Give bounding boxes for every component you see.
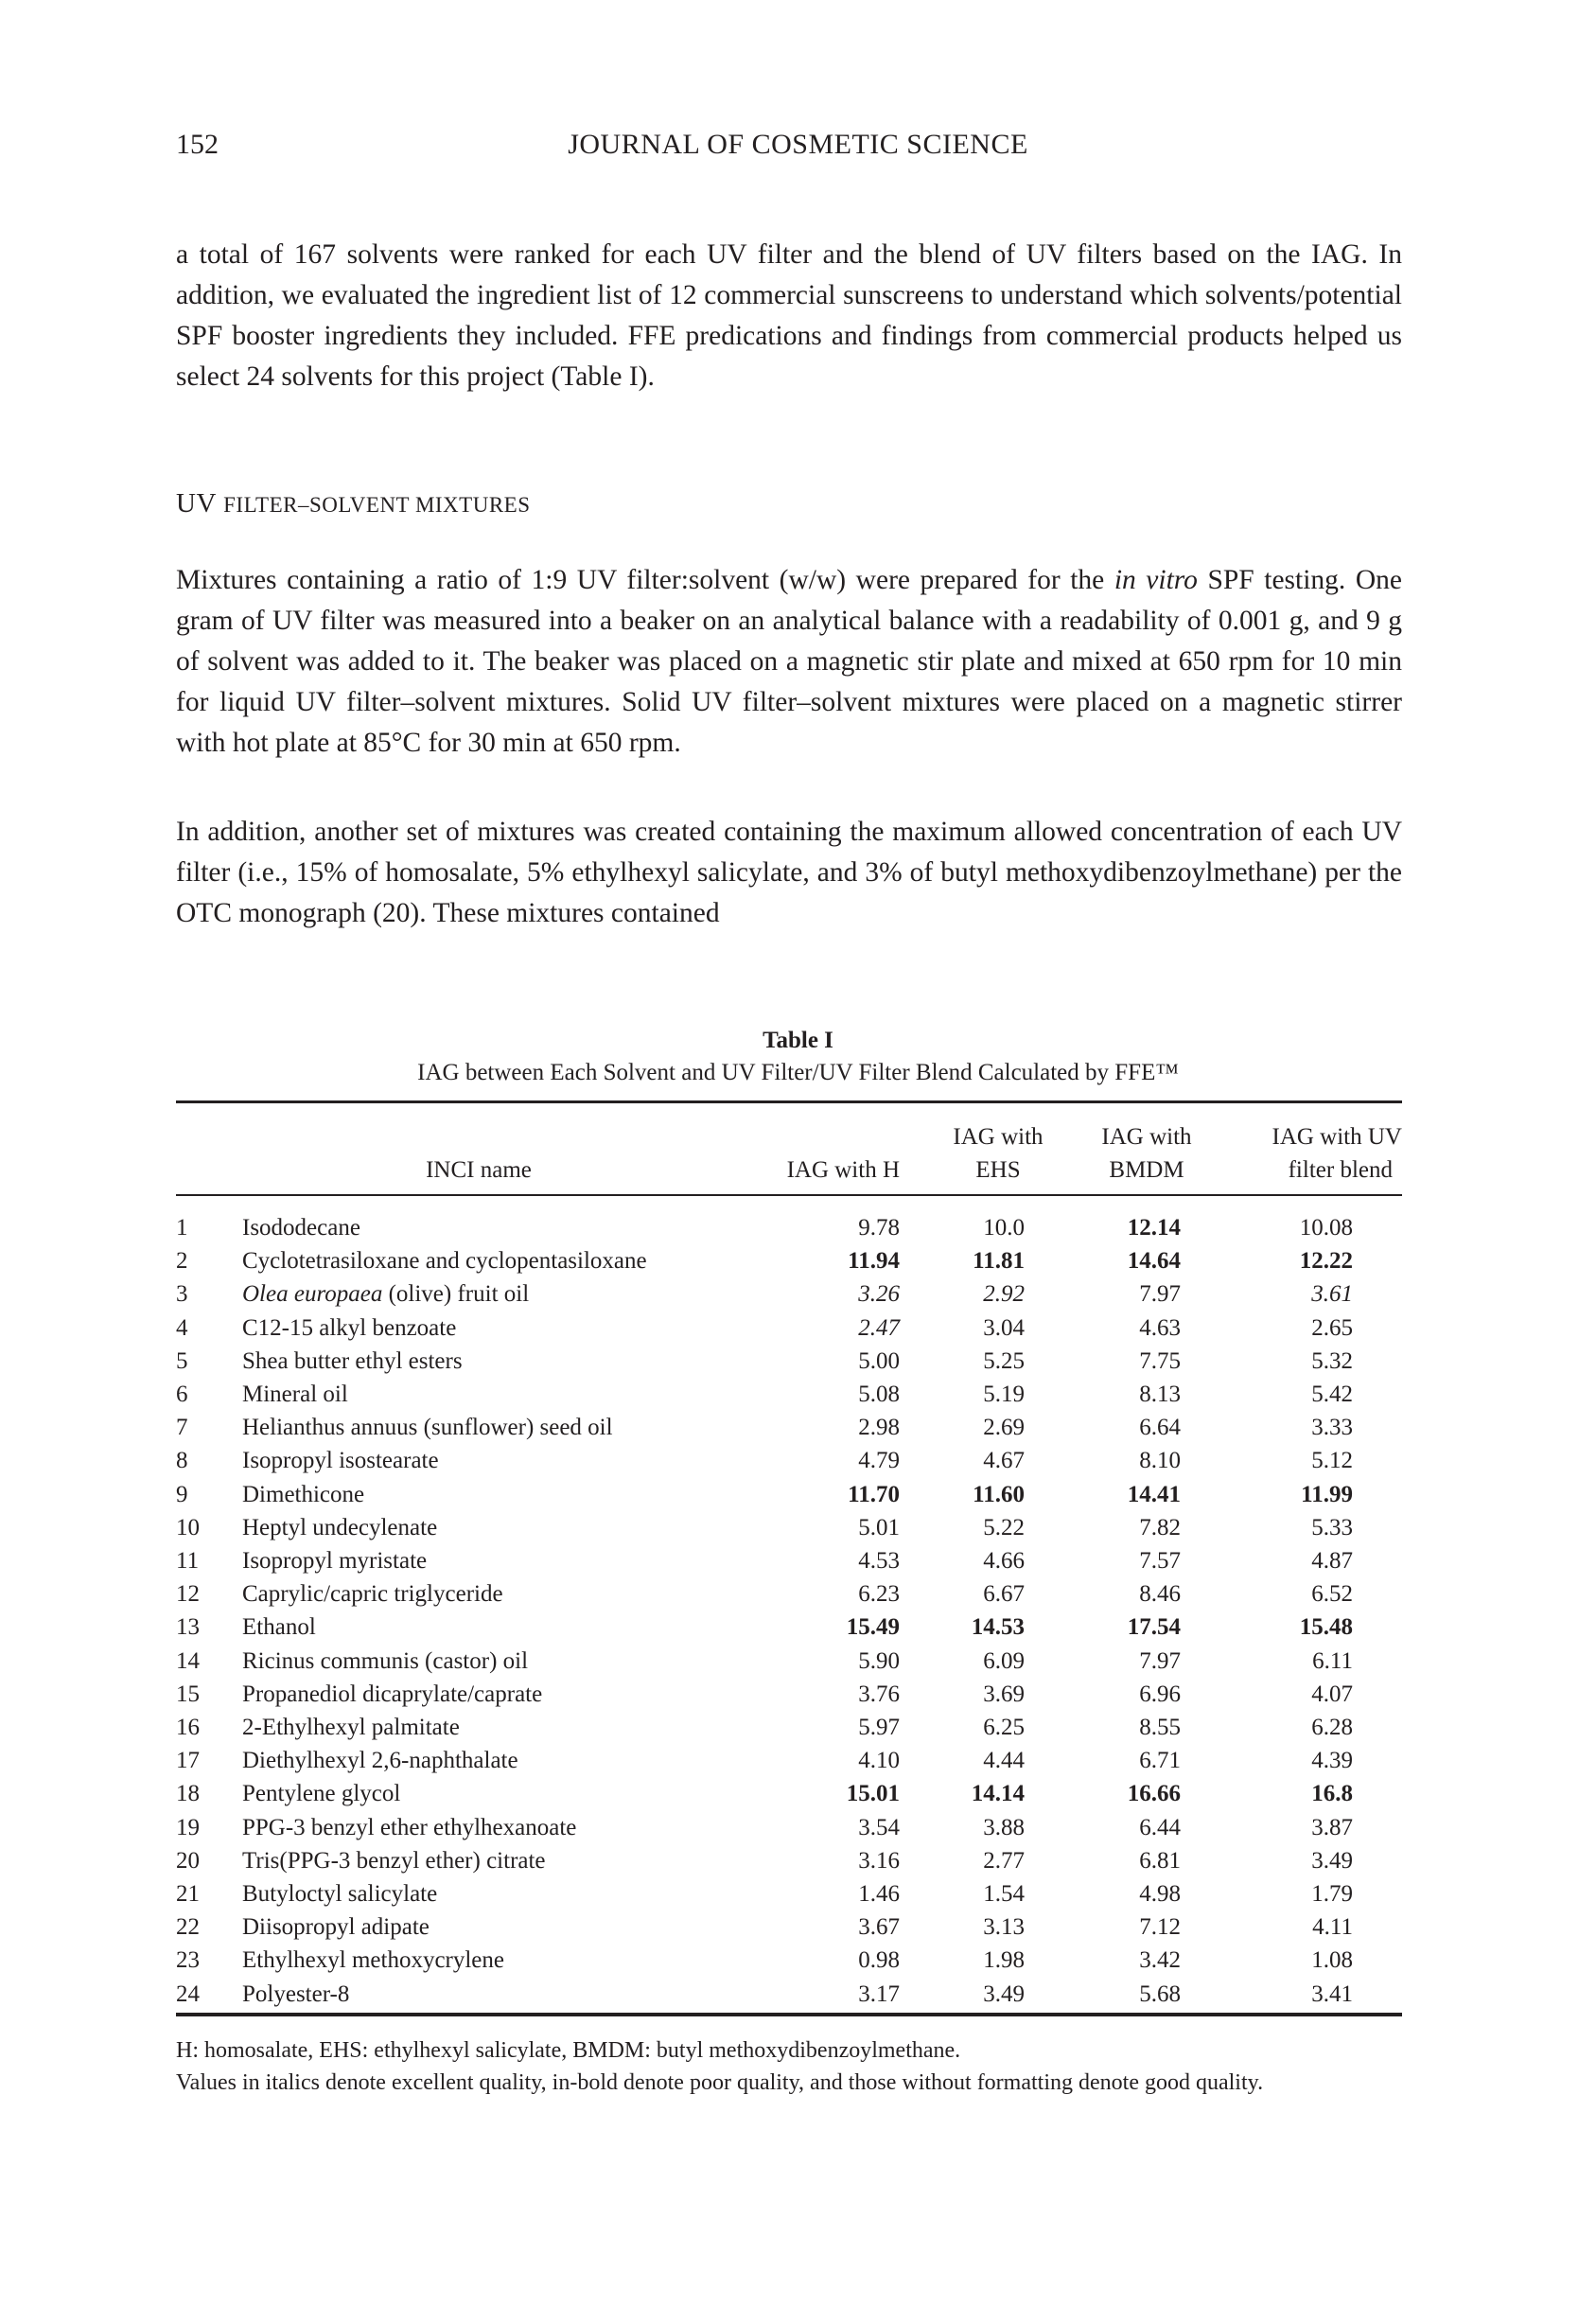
- value-iag-h: 5.01: [858, 1514, 900, 1540]
- row-number: 13: [176, 1614, 200, 1641]
- inci-name-text: Caprylic/capric triglyceride: [242, 1581, 503, 1608]
- table-row: [176, 1910, 1402, 1944]
- value-iag-h: 15.49: [846, 1614, 900, 1641]
- header-line: BMDM: [1109, 1157, 1184, 1183]
- table-row: [176, 1211, 1402, 1244]
- inci-name: [242, 1777, 400, 1810]
- table-row: [176, 1944, 1402, 1977]
- column-header-iag-bmdm: [1071, 1120, 1222, 1187]
- value-iag-blend: 3.33: [1311, 1415, 1353, 1441]
- inci-name: [242, 1211, 360, 1244]
- column-header-iag-blend: [1241, 1120, 1402, 1187]
- inci-name-text: Ricinus communis (castor) oil: [242, 1647, 529, 1674]
- value-iag-ehs: 14.14: [971, 1781, 1025, 1807]
- inci-name: [242, 1444, 439, 1477]
- value-iag-h: 5.08: [858, 1382, 900, 1407]
- inci-name: [242, 1744, 518, 1777]
- value-iag-blend: 4.07: [1311, 1681, 1353, 1707]
- value-iag-ehs: 3.88: [983, 1814, 1025, 1840]
- table-row: [176, 1777, 1402, 1810]
- column-header-iag-ehs: [922, 1120, 1074, 1187]
- value-iag-bmdm: 3.42: [1139, 1947, 1181, 1974]
- section-heading-prefix: UV: [176, 488, 224, 519]
- inci-name-text: Diethylhexyl 2,6-naphthalate: [242, 1748, 518, 1774]
- value-iag-h: 5.97: [858, 1715, 900, 1740]
- inci-name-text: Ethanol: [242, 1614, 316, 1641]
- header-line: IAG with: [953, 1124, 1044, 1150]
- value-iag-h: 2.47: [858, 1314, 900, 1341]
- table-row: [176, 1678, 1402, 1711]
- value-iag-bmdm: 7.12: [1139, 1914, 1181, 1941]
- paragraph-mixtures: [176, 560, 1402, 764]
- inci-name-text: Isopropyl isostearate: [242, 1448, 439, 1474]
- value-iag-h: 3.54: [858, 1814, 900, 1840]
- inci-name-text: (olive) fruit oil: [382, 1281, 530, 1308]
- inci-name-text: Isododecane: [242, 1215, 360, 1241]
- value-iag-h: 9.78: [858, 1215, 900, 1241]
- row-number: 7: [176, 1415, 188, 1441]
- value-iag-blend: 3.49: [1311, 1847, 1353, 1874]
- inci-name: [242, 1978, 349, 2011]
- row-number: 10: [176, 1514, 200, 1540]
- value-iag-bmdm: 5.68: [1139, 1980, 1181, 2007]
- value-iag-h: 3.67: [858, 1914, 900, 1941]
- paragraph-text: a total of 167 solvents were ranked for each UV filter and the blend of UV filters based on the IAG. In addition, we evaluated the ingredient list of 12 commercial sunscreens to understand which solvents/potential SPF booster ingredients they included. FFE predications and findings from commercial products helped us select 24 solvents for this project (Table I).: [176, 239, 1402, 392]
- paragraph-max-concentration: [176, 812, 1402, 934]
- paragraph-text: [176, 560, 1402, 764]
- value-iag-bmdm: 6.96: [1139, 1681, 1181, 1707]
- inci-name-text: Isopropyl myristate: [242, 1548, 428, 1574]
- value-iag-blend: 1.08: [1311, 1947, 1353, 1974]
- inci-name: [242, 1645, 528, 1678]
- value-iag-ehs: 5.25: [983, 1347, 1025, 1374]
- inci-name: [242, 1478, 364, 1511]
- table-row: [176, 1244, 1402, 1277]
- row-number: 21: [176, 1881, 200, 1907]
- value-iag-ehs: 3.49: [983, 1980, 1025, 2007]
- value-iag-blend: 5.32: [1311, 1347, 1353, 1374]
- value-iag-bmdm: 7.82: [1139, 1514, 1181, 1540]
- value-iag-bmdm: 6.71: [1139, 1748, 1181, 1774]
- value-iag-ehs: 14.53: [971, 1614, 1025, 1641]
- value-iag-bmdm: 4.63: [1139, 1314, 1181, 1341]
- inci-name-text: Tris(PPG-3 benzyl ether) citrate: [242, 1847, 546, 1874]
- column-header-iag-h: IAG with H: [786, 1157, 900, 1183]
- value-iag-bmdm: 17.54: [1127, 1614, 1181, 1641]
- value-iag-ehs: 11.81: [973, 1248, 1025, 1275]
- table-row: [176, 1378, 1402, 1411]
- inci-name-text: Polyester-8: [242, 1980, 350, 2007]
- value-iag-bmdm: 7.97: [1139, 1281, 1181, 1308]
- table-row: [176, 1744, 1402, 1777]
- value-iag-h: 5.90: [858, 1647, 900, 1674]
- value-iag-bmdm: 8.13: [1139, 1382, 1181, 1407]
- inci-name-text: Heptyl undecylenate: [242, 1514, 438, 1540]
- header-line: filter blend: [1288, 1157, 1393, 1183]
- value-iag-ehs: 3.04: [983, 1314, 1025, 1341]
- section-heading: [176, 488, 531, 519]
- value-iag-ehs: 1.98: [983, 1947, 1025, 1974]
- table-header-rule: [176, 1194, 1402, 1196]
- section-heading-smallcaps: FILTER–SOLVENT MIXTURES: [223, 493, 531, 517]
- row-number: 3: [176, 1281, 188, 1308]
- value-iag-h: 3.26: [858, 1281, 900, 1308]
- value-iag-blend: 11.99: [1301, 1481, 1353, 1507]
- value-iag-bmdm: 8.46: [1139, 1581, 1181, 1608]
- table-row: [176, 1877, 1402, 1910]
- value-iag-ehs: 4.66: [983, 1548, 1025, 1574]
- row-number: 1: [176, 1215, 188, 1241]
- value-iag-blend: 10.08: [1299, 1215, 1353, 1241]
- text-run: Mixtures containing a ratio of 1:9 UV filter:solvent (w/w) were prepared for the: [176, 565, 1114, 595]
- inci-name: [242, 1345, 463, 1378]
- text-emphasis: in vitro: [1114, 565, 1198, 595]
- inci-name: [242, 1678, 542, 1711]
- inci-name: [242, 1877, 437, 1910]
- value-iag-ehs: 10.0: [983, 1215, 1025, 1241]
- row-number: 14: [176, 1647, 200, 1674]
- table-row: [176, 1645, 1402, 1678]
- value-iag-h: 3.16: [858, 1847, 900, 1874]
- row-number: 23: [176, 1947, 200, 1974]
- inci-name: [242, 1577, 503, 1611]
- table-row: [176, 1511, 1402, 1544]
- inci-name-text: Cyclotetrasiloxane and cyclopentasiloxane: [242, 1248, 647, 1275]
- table-row: [176, 1711, 1402, 1744]
- inci-name: [242, 1944, 504, 1977]
- inci-name: [242, 1311, 456, 1345]
- value-iag-bmdm: 7.75: [1139, 1347, 1181, 1374]
- inci-name-text: 2-Ethylhexyl palmitate: [242, 1715, 460, 1740]
- value-iag-ehs: 4.44: [983, 1748, 1025, 1774]
- value-iag-blend: 1.79: [1311, 1881, 1353, 1907]
- value-iag-blend: 2.65: [1311, 1314, 1353, 1341]
- value-iag-ehs: 6.25: [983, 1715, 1025, 1740]
- inci-name: [242, 1378, 348, 1411]
- table-row: [176, 1444, 1402, 1477]
- row-number: 12: [176, 1581, 200, 1608]
- row-number: 19: [176, 1814, 200, 1840]
- value-iag-ehs: 2.92: [983, 1281, 1025, 1308]
- value-iag-h: 0.98: [858, 1947, 900, 1974]
- value-iag-bmdm: 12.14: [1127, 1215, 1181, 1241]
- inci-name-text: Diisopropyl adipate: [242, 1914, 430, 1941]
- value-iag-blend: 6.11: [1312, 1647, 1353, 1674]
- row-number: 9: [176, 1481, 188, 1507]
- row-number: 8: [176, 1448, 188, 1474]
- value-iag-blend: 15.48: [1299, 1614, 1353, 1641]
- value-iag-blend: 3.41: [1311, 1980, 1353, 2007]
- value-iag-ehs: 1.54: [983, 1881, 1025, 1907]
- inci-name-text: Dimethicone: [242, 1481, 365, 1507]
- page-number: 152: [176, 129, 219, 160]
- table-caption: IAG between Each Solvent and UV Filter/UV Filter Blend Calculated by FFE™: [417, 1060, 1179, 1085]
- paragraph-text: In addition, another set of mixtures was created containing the maximum allowed concentration of each UV filter (i.e., 15% of homosalate, 5% ethylhexyl salicylate, and 3% of butyl methoxydibenzoylmethane) per the OTC monograph (20). These mixtures contained: [176, 817, 1402, 928]
- row-number: 4: [176, 1314, 188, 1341]
- inci-name-text: Shea butter ethyl esters: [242, 1347, 463, 1374]
- value-iag-ehs: 6.09: [983, 1647, 1025, 1674]
- inci-name-text: Mineral oil: [242, 1382, 348, 1407]
- value-iag-bmdm: 14.41: [1127, 1481, 1181, 1507]
- table-row: [176, 1277, 1402, 1311]
- inci-name: [242, 1611, 316, 1644]
- value-iag-h: 4.53: [858, 1548, 900, 1574]
- inci-name-text: Pentylene glycol: [242, 1781, 401, 1807]
- value-iag-h: 1.46: [858, 1881, 900, 1907]
- table-row: [176, 1978, 1402, 2011]
- row-number: 16: [176, 1715, 200, 1740]
- table-row: [176, 1611, 1402, 1644]
- table-top-rule: [176, 1100, 1402, 1103]
- value-iag-h: 5.00: [858, 1347, 900, 1374]
- text-run: SPF testing. One gram of UV filter was measured into a beaker on an analytical balance with a readability of 0.001 g, and 9 g of solvent was added to it. The beaker was placed on a magnetic stir plate and mixed at 650 rpm for 10 min for liquid UV filter–solvent mixtures. Solid UV filter–solvent mixtures were placed on a magnetic stirrer with hot plate at 85°C for 30 min at 650 rpm.: [176, 565, 1402, 758]
- value-iag-blend: 3.61: [1311, 1281, 1353, 1308]
- header-line: IAG with UV: [1272, 1124, 1402, 1150]
- table-row: [176, 1411, 1402, 1444]
- row-number: 6: [176, 1382, 188, 1407]
- row-number: 11: [176, 1548, 200, 1574]
- paragraph-intro: [176, 235, 1402, 397]
- value-iag-bmdm: 4.98: [1139, 1881, 1181, 1907]
- value-iag-ehs: 4.67: [983, 1448, 1025, 1474]
- value-iag-bmdm: 6.44: [1139, 1814, 1181, 1840]
- inci-name-text: Propanediol dicaprylate/caprate: [242, 1681, 543, 1707]
- value-iag-h: 4.10: [858, 1748, 900, 1774]
- table-footnote-formatting: Values in italics denote excellent quality, in-bold denote poor quality, and those without formatting denote good quality.: [176, 2070, 1264, 2095]
- table-row: [176, 1811, 1402, 1844]
- value-iag-bmdm: 6.64: [1139, 1415, 1181, 1441]
- row-number: 18: [176, 1781, 200, 1807]
- value-iag-blend: 6.28: [1311, 1715, 1353, 1740]
- inci-name: [242, 1711, 460, 1744]
- inci-name-text: Butyloctyl salicylate: [242, 1881, 438, 1907]
- row-number: 24: [176, 1980, 200, 2007]
- value-iag-ehs: 5.19: [983, 1382, 1025, 1407]
- value-iag-h: 11.94: [848, 1248, 900, 1275]
- row-number: 20: [176, 1847, 200, 1874]
- value-iag-h: 15.01: [846, 1781, 900, 1807]
- value-iag-ehs: 3.69: [983, 1681, 1025, 1707]
- journal-running-head: JOURNAL OF COSMETIC SCIENCE: [568, 129, 1028, 160]
- value-iag-h: 2.98: [858, 1415, 900, 1441]
- value-iag-h: 11.70: [848, 1481, 900, 1507]
- inci-name: [242, 1544, 427, 1577]
- inci-name: [242, 1844, 546, 1877]
- table-title: Table I: [763, 1028, 833, 1053]
- row-number: 5: [176, 1347, 188, 1374]
- value-iag-blend: 5.12: [1311, 1448, 1353, 1474]
- table-footnote-abbreviations: H: homosalate, EHS: ethylhexyl salicylate, BMDM: butyl methoxydibenzoylmethane.: [176, 2038, 961, 2063]
- value-iag-blend: 4.39: [1311, 1748, 1353, 1774]
- value-iag-h: 3.17: [858, 1980, 900, 2007]
- value-iag-blend: 5.42: [1311, 1382, 1353, 1407]
- value-iag-bmdm: 8.10: [1139, 1448, 1181, 1474]
- value-iag-bmdm: 14.64: [1127, 1248, 1181, 1275]
- inci-name: [242, 1411, 613, 1444]
- value-iag-bmdm: 8.55: [1139, 1715, 1181, 1740]
- value-iag-blend: 16.8: [1311, 1781, 1353, 1807]
- table-row: [176, 1544, 1402, 1577]
- inci-name-italic: Olea europaea: [242, 1281, 383, 1308]
- value-iag-blend: 4.11: [1312, 1914, 1353, 1941]
- inci-name-text: C12-15 alkyl benzoate: [242, 1314, 457, 1341]
- value-iag-blend: 5.33: [1311, 1514, 1353, 1540]
- row-number: 22: [176, 1914, 200, 1941]
- value-iag-ehs: 5.22: [983, 1514, 1025, 1540]
- column-header-inci-name: INCI name: [426, 1157, 532, 1183]
- table-row: [176, 1577, 1402, 1611]
- value-iag-ehs: 6.67: [983, 1581, 1025, 1608]
- value-iag-ehs: 2.77: [983, 1847, 1025, 1874]
- value-iag-blend: 12.22: [1299, 1248, 1353, 1275]
- row-number: 17: [176, 1748, 200, 1774]
- inci-name: [242, 1244, 647, 1277]
- inci-name: [242, 1811, 576, 1844]
- inci-name: [242, 1277, 529, 1311]
- header-line: EHS: [975, 1157, 1021, 1183]
- value-iag-bmdm: 7.57: [1139, 1548, 1181, 1574]
- value-iag-blend: 3.87: [1311, 1814, 1353, 1840]
- inci-name-text: Helianthus annuus (sunflower) seed oil: [242, 1415, 613, 1441]
- value-iag-h: 3.76: [858, 1681, 900, 1707]
- table-row: [176, 1345, 1402, 1378]
- value-iag-h: 6.23: [858, 1581, 900, 1608]
- value-iag-bmdm: 16.66: [1127, 1781, 1181, 1807]
- row-number: 15: [176, 1681, 200, 1707]
- header-line: IAG with: [1101, 1124, 1192, 1150]
- value-iag-ehs: 11.60: [973, 1481, 1025, 1507]
- inci-name-text: Ethylhexyl methoxycrylene: [242, 1947, 505, 1974]
- inci-name-text: PPG-3 benzyl ether ethylhexanoate: [242, 1814, 577, 1840]
- value-iag-h: 4.79: [858, 1448, 900, 1474]
- value-iag-bmdm: 7.97: [1139, 1647, 1181, 1674]
- value-iag-bmdm: 6.81: [1139, 1847, 1181, 1874]
- row-number: 2: [176, 1248, 188, 1275]
- table-bottom-rule: [176, 2013, 1402, 2016]
- value-iag-ehs: 2.69: [983, 1415, 1025, 1441]
- value-iag-ehs: 3.13: [983, 1914, 1025, 1941]
- inci-name: [242, 1511, 437, 1544]
- table-row: [176, 1478, 1402, 1511]
- table-row: [176, 1311, 1402, 1345]
- value-iag-blend: 6.52: [1311, 1581, 1353, 1608]
- value-iag-blend: 4.87: [1311, 1548, 1353, 1574]
- inci-name: [242, 1910, 430, 1944]
- table-row: [176, 1844, 1402, 1877]
